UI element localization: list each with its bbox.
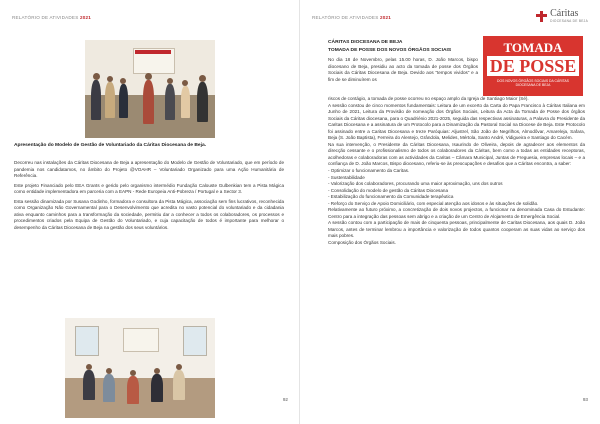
list-item: - Sustentabilidade (328, 174, 365, 180)
list-item: - Optimizar o funcionamento da Caritas. (328, 168, 410, 174)
section-subheading: TOMADA DE POSSE DOS NOVOS ÓRGÃOS SOCIAIS (328, 48, 452, 53)
intro-paragraph: No dia 18 de Novembro, pelas 15.00 horas, D. João Marcos, bispo diocesano de Beja, presidiu ao acto da tomada de posse dos Órgãos Sociais da Cáritas Diocesana de Beja. Devido aos “tempos vividos” e a fim de se diminuírem os (328, 57, 478, 82)
paragraph: Composição dos Órgãos Sociais. (328, 240, 396, 246)
paragraph: Esta sessão dinamizada por Susana Godinho, formadora e consultora da Pista Mágica, associação sem fins lucrativos, reconhecida como Organização Não Governamental para o Desenvolvimento que acredita no vasto potencial do voluntariado e da cidadania ativa enquanto caminhos para a transformação da sociedade, permitiu dar a conhecer a todos os colaboradores, os processos e procedimentos criados pela Equipa de Gestão do Voluntariado, e cuja capacitação de todos é importante para melhorar o desempenho da Cáritas Diocesana de Beja na gestão dos seus voluntários. (14, 198, 284, 230)
paragraph: Na sua intervenção, o Presidente da Cáritas Diocesana, Isaurindo de Oliveira, depois de agradecer aos elementos da direcção cessante e o profissionalismo de todos os colaboradores da Cáritas, bem como a todas as entidades receptoras, acolhedoras e colaboradoras com as actividades da Caritas – Câmara Municipal, Juntas de Freguesia, empresas locais – e a confiança de D. João Marcos, Bispo diocesano, referiu-se às preocupações e desafios que a Cáritas encontra, a saber: (328, 141, 585, 167)
photo-volunteer-presentation (85, 40, 215, 138)
header-label (12, 15, 91, 20)
photo-session-room (65, 318, 215, 418)
left-body-text (14, 160, 284, 234)
paragraph: Decorreu nas instalações da Cáritas Diocesana de Beja a apresentação do Modelo de Gestão de Voluntariado, que em período de pandemia nos candidatamos, no âmbito do Projeto @VOAHR – Voluntariado Organizado para uma Ação Humanitária de Referência. (14, 160, 284, 179)
poster-line-1: TOMADA (503, 40, 563, 55)
list-item: - Consolidação do modelo de gestão da Cáritas Diocesana (328, 187, 449, 193)
list-item: - Valorização dos colaboradores, procurando uma maior aproximação, uns dos outros (328, 181, 503, 187)
photo-caption: Apresentação do Modelo de Gestão de Voluntariado da Cáritas Diocesana de Beja. (14, 143, 207, 148)
header-title: RELATÓRIO DE ATIVIDADES (312, 15, 379, 20)
caritas-logo (536, 9, 588, 23)
logo-subtitle: DIOCESANA DE BEJA (550, 19, 588, 23)
section-heading: CÁRITAS DIOCESANA DE BEJA (328, 40, 403, 45)
paragraph: A sessão constou de cinco momentos fundamentais: Leitura de um excerto da Carta do Papa Francisco à Cáritas Italiana em Junho de 2021, Leitura da Provisão de nomeação dos Órgãos Sociais, Leitura da Acta da Tomada de Posse dos órgãos Sociais da Cáritas diocesana, para o Quadriénio 2021-2025, seguida das respectivas assinaturas, a Palavra do Presidente da Caritas Diocesana e a assinatura de um Protocolo para a Dinamização da Pastoral Social na Diocese de Beja. Este Protocolo foi assinado entre a Caritas Diocesana e treze Paróquias: Aljustrel, São João de Negrilhos, Almodôvar, Amareleja, Safara, Beja (S. João Baptista), Ferreira do Alentejo, Grândola, Melides, Mértola, Santo André, Vidigueira e Santiago do Cacém. (328, 102, 585, 141)
header-title: RELATÓRIO DE ATIVIDADES (12, 15, 79, 20)
cross-icon (536, 11, 547, 22)
header-year: 2021 (379, 15, 391, 20)
paragraph: A sessão contou com a participação de mais de cinquenta pessoas, principalmente de Caritas Diocesana, aos quais D. João Marcos, antes de terminar lembrou a importância e valorização de todos quantos cooperam as suas vidas ao serviço dos mais pobres. (328, 220, 585, 239)
header-label (312, 15, 391, 20)
header-year: 2021 (79, 15, 91, 20)
paragraph: riscos de contágio, a tomada de posse ocorreu no espaço amplo da Igreja de Santiago Maior (Sé). (328, 96, 529, 101)
list-item: - Estabilização do funcionamento da Comunidade terapêutica (328, 194, 454, 200)
list-item: - Reforço do Serviço de Apoio Domiciliário, com especial atenção aos idosos e às situações de solidão. (328, 200, 539, 206)
poster-line-3: DOS NOVOS ÓRGÃOS SOCIAIS DA CÁRITAS DIOCESANA DE BEJA (497, 79, 569, 88)
tomada-de-posse-poster (483, 36, 583, 96)
paragraph: Este projeto Financiado pelo EEA Grants e gerido pelo organismo intermédio Fundação Calouste Gulbenkian tem a Pista Mágica como entidade implementadora em parceria com a EAPN - Rede Europeia Anti-Pobreza / Portugal e a Sector 3. (14, 182, 284, 195)
paragraph: Relativamente ao futuro próximo, a concretização de dois novos projectos, a funcionar na denominada Casa do Estudante: Centro para a integração das pessoas sem abrigo e a criação de um Centro de Alojamento de Emergência Social. (328, 207, 585, 219)
logo-name: Cáritas (550, 8, 579, 19)
right-body-text (328, 96, 585, 247)
right-page (300, 0, 600, 424)
poster-line-2: DE POSSE (487, 56, 579, 76)
page-number: 92 (282, 397, 288, 402)
page-number: 93 (582, 397, 588, 402)
